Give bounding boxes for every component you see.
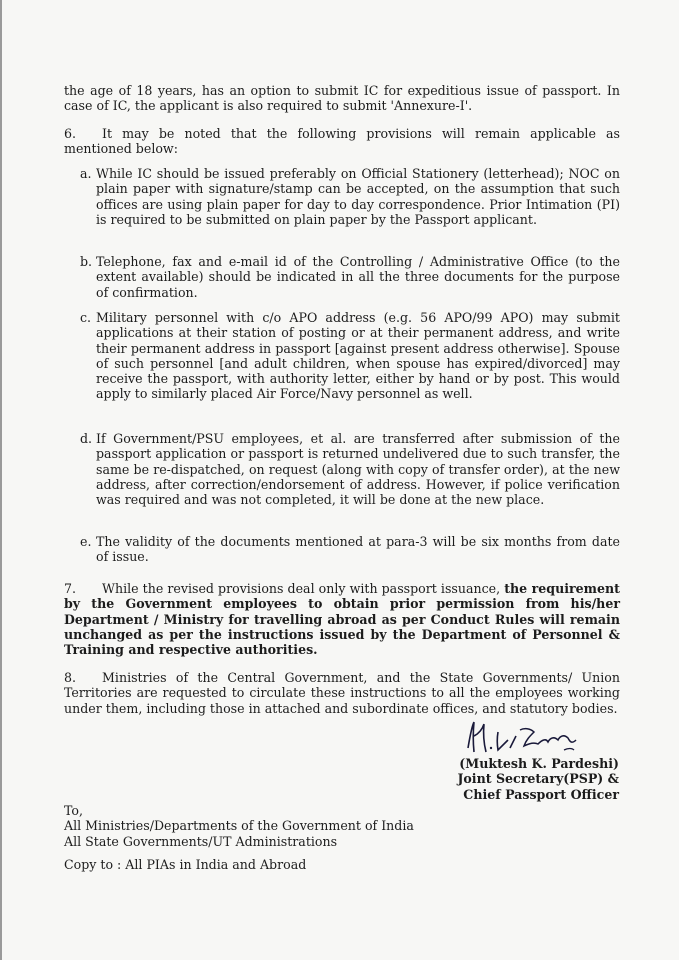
list-item-text: If Government/PSU employees, et al. are transferred after submission of the passport application or passport is returned undelivered due to such transfer, the same be re-dispatched, on request (along with copy of transfer order), at the new address, after correction/endorsement of address. However, if police verification was required and was not completed, it will be done at the new place. xyxy=(96,431,620,508)
addressee-block xyxy=(64,803,414,849)
list-item-text: Military personnel with c/o APO address (e.g. 56 APO/99 APO) may submit applications at their station of posting or at their permanent address, and write their permanent address in passport [against present address otherwise]. Spouse of such personnel [and adult children, when spouse has expired/divorced] may receive the passport, with authority letter, either by hand or by post. This would apply to similarly placed Air Force/Navy personnel as well. xyxy=(96,310,620,402)
para-7-text: While the revised provisions deal only with passport issuance, xyxy=(102,581,501,596)
list-item-a xyxy=(80,166,620,227)
list-item-c xyxy=(80,310,620,402)
list-item-label: a. xyxy=(80,166,92,181)
copy-to-text: Copy to : All PIAs in India and Abroad xyxy=(64,857,307,872)
para-7-bold-text: the requirement by the Government employees to obtain prior permission from his/her Department / Ministry for travelling abroad as per Conduct Rules will remain unchanged as per the instructions issued by the Department of Personnel & Training and respective authorities. xyxy=(64,581,620,658)
page-edge xyxy=(0,0,2,960)
list-item-text: While IC should be issued preferably on Official Stationery (letterhead); NOC on plain paper with signature/stamp can be accepted, on the assumption that such offices are using plain paper for day to day correspondence. Prior Intimation (PI) is required to be submitted on plain paper by the Passport applicant. xyxy=(96,166,620,227)
para-8-text: Ministries of the Central Government, and the State Governments/ Union Territories are requested to circulate these instructions to all the employees working under them, including those in attached and subordinate offices, and statutory bodies. xyxy=(64,670,620,716)
list-item-label: e. xyxy=(80,534,92,549)
list-item-label: b. xyxy=(80,254,93,269)
handwritten-signature xyxy=(464,718,584,760)
list-item-text: The validity of the documents mentioned at para-3 will be six months from date of issue. xyxy=(96,534,620,565)
signatory-name: (Muktesh K. Pardeshi) xyxy=(459,756,619,771)
addressee-line-2: All State Governments/UT Administrations xyxy=(64,833,338,849)
signatory-designation-2: Chief Passport Officer xyxy=(463,786,619,802)
addressee-line-1: All Ministries/Departments of the Government of India xyxy=(64,818,414,834)
list-item-b xyxy=(80,254,620,300)
list-item-label: d. xyxy=(80,431,93,446)
para-8-number: 8. xyxy=(64,670,77,685)
para-8 xyxy=(64,670,620,716)
list-item-label: c. xyxy=(80,310,92,325)
intro-paragraph xyxy=(64,83,620,114)
to-label: To, xyxy=(64,803,84,818)
copy-to-line xyxy=(64,857,306,872)
list-item-e xyxy=(80,534,620,565)
para-7 xyxy=(64,581,620,657)
para-7-number: 7. xyxy=(64,581,77,596)
list-item-text: Telephone, fax and e-mail id of the Controlling / Administrative Office (to the extent available) should be indicated in all the three documents for the purpose of confirmation. xyxy=(96,254,620,300)
para-6-text: It may be noted that the following provisions will remain applicable as mentioned below: xyxy=(64,126,620,157)
para-6 xyxy=(64,126,620,157)
list-item-d xyxy=(80,431,620,507)
para-6-number: 6. xyxy=(64,126,77,141)
signatory-designation: Joint Secretary(PSP) & xyxy=(457,771,619,787)
signature-block xyxy=(457,756,619,802)
intro-text: the age of 18 years, has an option to submit IC for expeditious issue of passport. In case of IC, the applicant is also required to submit 'Annexure-I'. xyxy=(64,83,620,114)
